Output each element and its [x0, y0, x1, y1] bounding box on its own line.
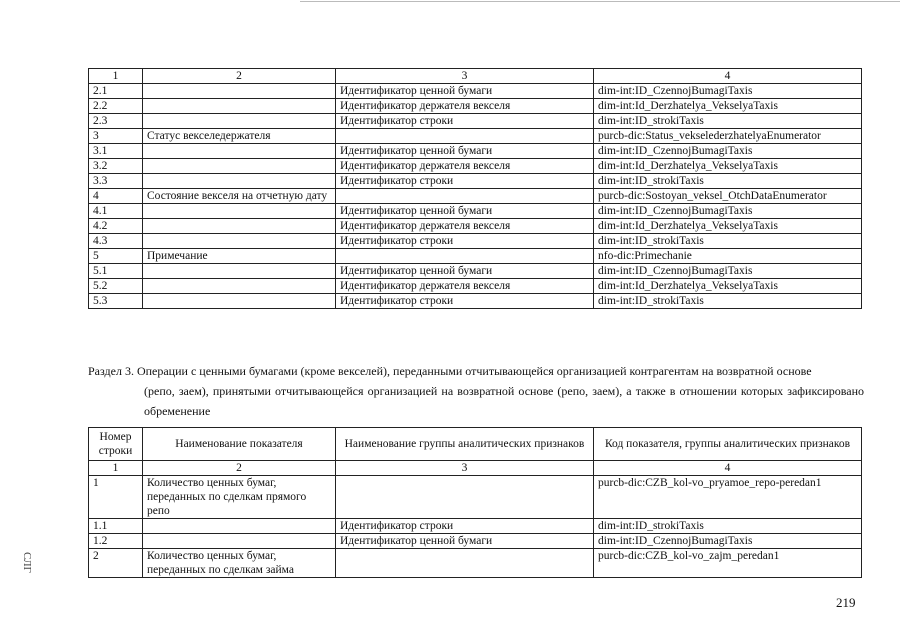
column-number-row — [89, 461, 862, 476]
column-number-row — [89, 69, 862, 84]
indicator-table-continued — [88, 68, 862, 309]
table-row — [89, 174, 862, 189]
indicator-code-cell: dim-int:ID_CzennojBumagiTaxis — [594, 264, 862, 279]
indicator-name-cell — [143, 234, 336, 249]
analytic-group-cell: Идентификатор строки — [336, 519, 594, 534]
table-row — [89, 204, 862, 219]
indicator-code-cell: dim-int:Id_Derzhatelya_VekselyaTaxis — [594, 99, 862, 114]
analytic-group-cell — [336, 249, 594, 264]
indicator-name-cell — [143, 84, 336, 99]
column-header-cell: Наименование группы аналитических признаков — [336, 428, 594, 461]
column-number-cell: 2 — [143, 69, 336, 84]
indicator-code-cell: dim-int:ID_strokiTaxis — [594, 294, 862, 309]
table-row — [89, 159, 862, 174]
indicator-name-cell — [143, 519, 336, 534]
row-number-cell: 3 — [89, 129, 143, 144]
indicator-code-cell: dim-int:ID_strokiTaxis — [594, 174, 862, 189]
indicator-name-cell: Состояние векселя на отчетную дату — [143, 189, 336, 204]
indicator-code-cell: dim-int:ID_CzennojBumagiTaxis — [594, 534, 862, 549]
row-number-cell: 4 — [89, 189, 143, 204]
indicator-name-cell — [143, 99, 336, 114]
column-number-cell: 4 — [594, 69, 862, 84]
row-number-cell: 2.1 — [89, 84, 143, 99]
analytic-group-cell — [336, 476, 594, 519]
table-row — [89, 249, 862, 264]
indicator-code-cell: purcb-dic:CZB_kol-vo_pryamoe_repo-peredan1 — [594, 476, 862, 519]
margin-mark: СЛГ — [21, 552, 33, 573]
indicator-name-cell — [143, 159, 336, 174]
row-number-cell: 4.3 — [89, 234, 143, 249]
indicator-code-cell: dim-int:Id_Derzhatelya_VekselyaTaxis — [594, 219, 862, 234]
table-row — [89, 264, 862, 279]
analytic-group-cell: Идентификатор ценной бумаги — [336, 144, 594, 159]
analytic-group-cell: Идентификатор строки — [336, 294, 594, 309]
indicator-code-cell: purcb-dic:Status_vekselederzhatelyaEnumerator — [594, 129, 862, 144]
analytic-group-cell: Идентификатор ценной бумаги — [336, 534, 594, 549]
column-number-cell: 2 — [143, 461, 336, 476]
indicator-name-cell — [143, 114, 336, 129]
analytic-group-cell: Идентификатор держателя векселя — [336, 159, 594, 174]
table-row — [89, 219, 862, 234]
analytic-group-cell: Идентификатор строки — [336, 234, 594, 249]
table-row — [89, 129, 862, 144]
analytic-group-cell: Идентификатор держателя векселя — [336, 99, 594, 114]
analytic-group-cell: Идентификатор ценной бумаги — [336, 84, 594, 99]
analytic-group-cell: Идентификатор держателя векселя — [336, 279, 594, 294]
indicator-code-cell: dim-int:ID_strokiTaxis — [594, 519, 862, 534]
indicator-code-cell: purcb-dic:CZB_kol-vo_zajm_peredan1 — [594, 549, 862, 578]
table-row — [89, 549, 862, 578]
table-row — [89, 534, 862, 549]
row-number-cell: 3.2 — [89, 159, 143, 174]
analytic-group-cell: Идентификатор строки — [336, 114, 594, 129]
row-number-cell: 1.2 — [89, 534, 143, 549]
section-3-heading — [88, 361, 864, 421]
column-header-row — [89, 428, 862, 461]
analytic-group-cell — [336, 129, 594, 144]
table-row — [89, 476, 862, 519]
analytic-group-cell: Идентификатор ценной бумаги — [336, 264, 594, 279]
table-row — [89, 234, 862, 249]
indicator-code-cell: dim-int:ID_CzennojBumagiTaxis — [594, 204, 862, 219]
table-row — [89, 114, 862, 129]
indicator-code-cell: dim-int:ID_strokiTaxis — [594, 114, 862, 129]
page-number: 219 — [836, 595, 856, 610]
indicator-code-cell: dim-int:Id_Derzhatelya_VekselyaTaxis — [594, 159, 862, 174]
table-row — [89, 279, 862, 294]
analytic-group-cell — [336, 549, 594, 578]
indicator-name-cell: Примечание — [143, 249, 336, 264]
column-header-cell: Код показателя, группы аналитических признаков — [594, 428, 862, 461]
row-number-cell: 2 — [89, 549, 143, 578]
indicator-name-cell — [143, 174, 336, 189]
table-row — [89, 144, 862, 159]
table-row — [89, 189, 862, 204]
indicator-name-cell: Статус векселедержателя — [143, 129, 336, 144]
row-number-cell: 3.1 — [89, 144, 143, 159]
column-number-cell: 4 — [594, 461, 862, 476]
indicator-name-cell — [143, 279, 336, 294]
indicator-name-cell: Количество ценных бумаг, переданных по сделкам прямого репо — [143, 476, 336, 519]
indicator-code-cell: dim-int:Id_Derzhatelya_VekselyaTaxis — [594, 279, 862, 294]
column-header-cell: Номер строки — [89, 428, 143, 461]
analytic-group-cell — [336, 189, 594, 204]
column-number-cell: 3 — [336, 69, 594, 84]
analytic-group-cell: Идентификатор держателя векселя — [336, 219, 594, 234]
column-header-cell: Наименование показателя — [143, 428, 336, 461]
row-number-cell: 1 — [89, 476, 143, 519]
row-number-cell: 2.3 — [89, 114, 143, 129]
table2-body — [89, 428, 862, 578]
table-row — [89, 99, 862, 114]
indicator-code-cell: nfo-dic:Primechanie — [594, 249, 862, 264]
row-number-cell: 2.2 — [89, 99, 143, 114]
indicator-name-cell: Количество ценных бумаг, переданных по сделкам займа — [143, 549, 336, 578]
section-heading-line-2: (репо, заем), принятыми отчитывающейся организацией на возвратной основе (репо, заем), а также в отношении которых зафиксировано обременение — [144, 384, 864, 418]
indicator-name-cell — [143, 264, 336, 279]
table-row — [89, 294, 862, 309]
scan-top-rule — [300, 1, 900, 2]
table-row — [89, 84, 862, 99]
row-number-cell: 5 — [89, 249, 143, 264]
column-number-cell: 1 — [89, 461, 143, 476]
table-row — [89, 519, 862, 534]
indicator-code-cell: dim-int:ID_CzennojBumagiTaxis — [594, 84, 862, 99]
row-number-cell: 3.3 — [89, 174, 143, 189]
row-number-cell: 5.1 — [89, 264, 143, 279]
section-heading-line-1: Раздел 3. Операции с ценными бумагами (кроме векселей), переданными отчитывающейся организацией контрагентам на возвратной основе — [88, 364, 812, 378]
column-number-cell: 3 — [336, 461, 594, 476]
row-number-cell: 4.2 — [89, 219, 143, 234]
analytic-group-cell: Идентификатор ценной бумаги — [336, 204, 594, 219]
indicator-name-cell — [143, 294, 336, 309]
row-number-cell: 4.1 — [89, 204, 143, 219]
indicator-name-cell — [143, 219, 336, 234]
column-number-cell: 1 — [89, 69, 143, 84]
row-number-cell: 5.2 — [89, 279, 143, 294]
indicator-name-cell — [143, 204, 336, 219]
indicator-code-cell: dim-int:ID_strokiTaxis — [594, 234, 862, 249]
row-number-cell: 1.1 — [89, 519, 143, 534]
indicator-code-cell: dim-int:ID_CzennojBumagiTaxis — [594, 144, 862, 159]
analytic-group-cell: Идентификатор строки — [336, 174, 594, 189]
indicator-name-cell — [143, 534, 336, 549]
indicator-code-cell: purcb-dic:Sostoyan_veksel_OtchDataEnumerator — [594, 189, 862, 204]
row-number-cell: 5.3 — [89, 294, 143, 309]
indicator-name-cell — [143, 144, 336, 159]
section-3-table — [88, 427, 862, 578]
table1-body — [89, 69, 862, 309]
